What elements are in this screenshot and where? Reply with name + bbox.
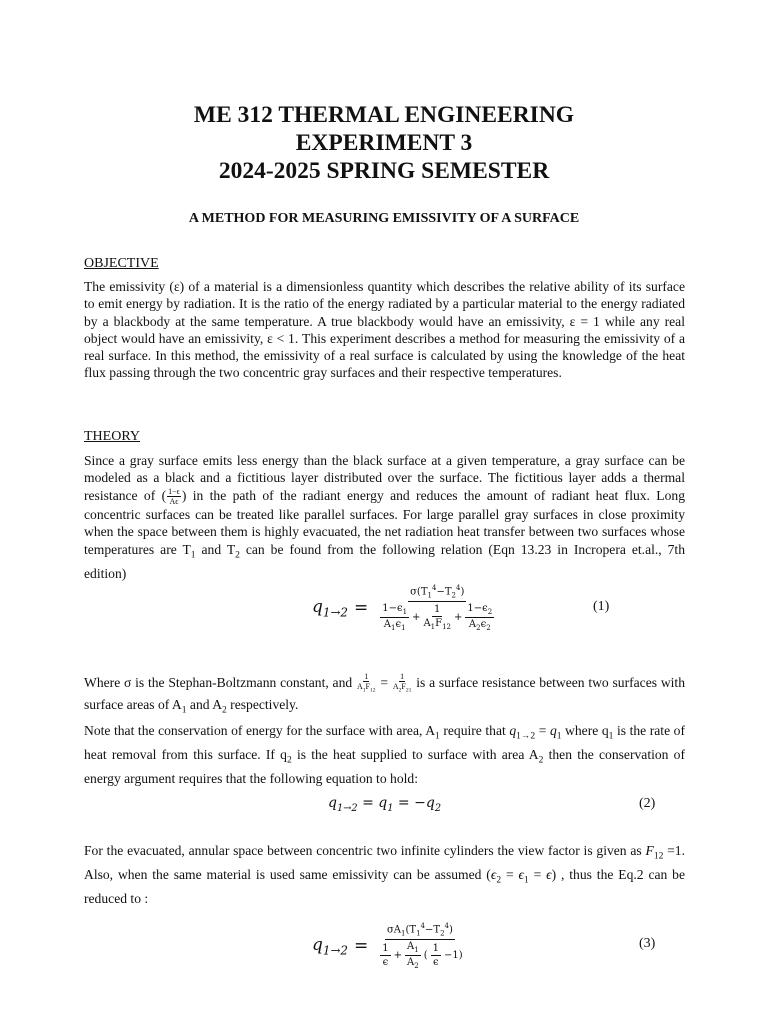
objective-heading: OBJECTIVE: [84, 256, 159, 271]
theory-heading: THEORY: [84, 429, 140, 444]
equation-3-number: (3): [639, 936, 656, 951]
equation-1: $q_{1\to 2}$ = $\sigma(T_1^4-T_2^4)$ $\frac{1-\epsilon_1}{A_1\epsilon_1}$ + $\frac{1}{A_1F_{12}}$ + $\frac{1-\epsilon_2}{A_2\epsilon_2}$: [312, 584, 493, 632]
experiment-subtitle: A METHOD FOR MEASURING EMISSIVITY OF A SURFACE: [188, 211, 580, 226]
course-title: ME 312 THERMAL ENGINEERING: [193, 102, 575, 128]
theory-paragraph-1: Since a gray surface emits less energy than the black surface at a given temperature, a gray surface can be modeled as a black and a fictitious layer distributed over the surface. The fictitious layer adds a thermal resistance of ( $\frac{1-\epsilon}{A\epsilon}$ ) in the path of the radiant energy and reduces the amount of radiant heat flux. Long concentric surfaces can be treated like parallel surfaces. For large parallel gray surfaces in close proximity when the space between them is highly evacuated, the net radiation heat transfer between two surfaces whose temperatures are $T_1$ and $T_2$ can be found from the following relation (Eqn 13.23 in Incropera et.al., 7th edition): [84, 453, 686, 581]
theory-paragraph-4: For the evacuated, annular space between concentric two infinite cylinders the view factor is given as $F_{12} =1$. Also, when the same material is used same emissivity can be assumed $(\epsilon_2 = \epsilon_1 = \epsilon)$ , thus the Eq.2 can be reduced to :: [84, 843, 686, 907]
experiment-title: EXPERIMENT 3: [295, 130, 473, 156]
theory-paragraph-2: Where σ is the Stephan-Boltzmann constant, and $\frac{1}{A_1F_{12}}$ = $\frac{1}{A_2F_{21}}$ is a surface resistance between two surfaces with surface areas of $A_1$ and $A_2$ respectively.: [84, 672, 685, 716]
objective-paragraph: [84, 278, 685, 382]
theory-paragraph-3: Note that the conservation of energy for the surface with area, $A_1$ require that $q_{1\to 2} = q_1$ where $q_1$ is the rate of heat removal from this surface. If $q_2$ is the heat supplied to surface with area $A_2$ then the conservation of energy argument requires that the following equation to hold:: [84, 723, 685, 787]
equation-2: $q_{1\to 2} = q_1 = -q_2$: [328, 794, 442, 814]
equation-1-number: (1): [593, 599, 610, 614]
equation-2-number: (2): [639, 796, 656, 811]
objective-text: The emissivity (ε) of a material is a dimensionless quantity which describes the relative ability of its surface to emit energy by radiation. It is the ratio of the energy radiated by a particular material to the energy radiated by a blackbody at the same temperature. A true blackbody would have an emissivity, ε = 1 while any real object would have an emissivity, ε < 1. This experiment describes a method for measuring the emissivity of a real surface. In this method, the emissivity of a real surface is calculated by using the knowledge of the heat flux passing through the two concentric gray surfaces and their respective temperatures.: [84, 279, 685, 381]
resistance-fraction: $\frac{1-\epsilon}{A\epsilon}$: [168, 486, 180, 506]
equation-3: $q_{1\to 2}$ = $\sigma A_1(T_1^4-T_2^4)$ $\frac{1}{\epsilon}$ + $\frac{A_1}{A_2}$ ( $\frac{1}{\epsilon}$ −1): [312, 922, 463, 970]
semester-title: 2024-2025 SPRING SEMESTER: [218, 158, 550, 184]
